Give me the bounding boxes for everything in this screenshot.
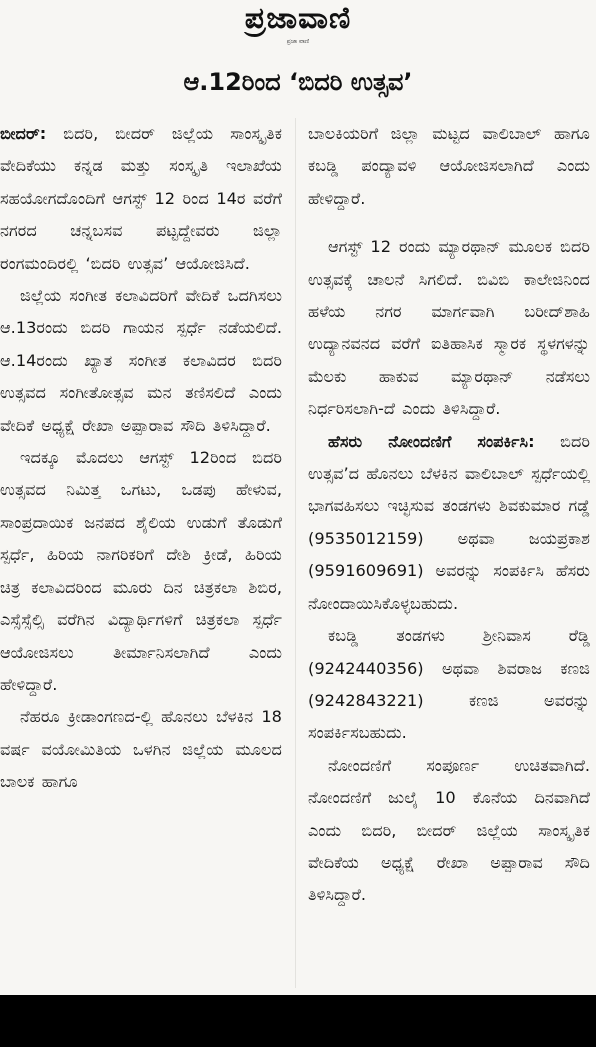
- masthead-subtitle: ಪ್ರಜಾ ವಾಣಿ: [286, 38, 310, 45]
- paragraph-text: ಬಿದರಿ ಉತ್ಸವ’ದ ಹೊನಲು ಬೆಳಕಿನ ವಾಲಿಬಾಲ್ ಸ್ಪರ್ಧೆಯಲ್ಲಿ ಭಾಗವಹಿಸಲು ಇಚ್ಛಿಸುವ ತಂಡಗಳು ಶಿವಕುಮಾರ ಗಡ್ಡೆ (9535012159) ಅಥವಾ ಜಯಪ್ರಕಾಶ (9591609691) ಅವರನ್ನು ಸಂಪರ್ಕಿಸಿ ಹೆಸರು ನೋಂದಾಯಿಸಿಕೊಳ್ಳಬಹುದು.: [308, 431, 590, 613]
- masthead-name-text: ಪ್ರಜಾವಾಣಿ: [244, 1, 352, 36]
- masthead-title: [245, 2, 351, 36]
- paragraph: ಇದಕ್ಕೂ ಮೊದಲು ಆಗಸ್ಟ್ 12ರಿಂದ ಬಿದರಿ ಉತ್ಸವದ ನಿಮಿತ್ತ ಒಗಟು, ಒಡಪು ಹೇಳುವ, ಸಾಂಪ್ರದಾಯಿಕ ಜನಪದ ಶೈಲಿಯ ಉಡುಗೆ ತೊಡುಗೆ ಸ್ಪರ್ಧೆ, ಹಿರಿಯ ನಾಗರಿಕರಿಗೆ ದೇಶಿ ಕ್ರೀಡೆ, ಹಿರಿಯ ಚಿತ್ರ ಕಲಾವಿದರಿಂದ ಮೂರು ದಿನ ಚಿತ್ರಕಲಾ ಶಿಬಿರ, ಎಸ್ಸೆಸ್ಸೆಲ್ಸಿ ವರೆಗಿನ ವಿದ್ಯಾರ್ಥಿಗಳಿಗೆ ಚಿತ್ರಕಲಾ ಸ್ಪರ್ಧೆ ಆಯೋಜಿಸಲು ತೀರ್ಮಾನಿಸಲಾಗಿದೆ ಎಂದು ಹೇಳಿದ್ದಾರೆ.: [0, 448, 282, 694]
- paragraph: ನೋಂದಣಿಗೆ ಸಂಪೂರ್ಣ ಉಚಿತವಾಗಿದೆ. ನೋಂದಣಿಗೆ ಜುಲೈ 10 ಕೊನೆಯ ದಿನವಾಗಿದೆ ಎಂದು ಬಿದರಿ, ಬೀದರ್ ಜಿಲ್ಲೆಯ ಸಾಂಸ್ಕೃತಿಕ ವೇದಿಕೆಯ ಅಧ್ಯಕ್ಷೆ ರೇಖಾ ಅಪ್ಪಾರಾವ ಸೌದಿ ತಿಳಿಸಿದ್ದಾರೆ.: [308, 755, 590, 905]
- paragraph: ಕಬಡ್ಡಿ ತಂಡಗಳು ಶ್ರೀನಿವಾಸ ರೆಡ್ಡಿ (9242440356) ಅಥವಾ ಶಿವರಾಜ ಕಣಜಿ (9242843221) ಕಣಜಿ ಅವರನ್ನು ಸಂಪರ್ಕಿಸಬಹುದು.: [308, 626, 590, 743]
- paragraph: [308, 426, 590, 620]
- paragraph: [0, 118, 282, 280]
- article-column-left: [0, 118, 282, 799]
- article-column-right: [308, 118, 590, 912]
- paragraph: ಆಗಸ್ಟ್ 12 ರಂದು ಮ್ಯಾರಥಾನ್ ಮೂಲಕ ಬಿದರಿ ಉತ್ಸವಕ್ಕೆ ಚಾಲನೆ ಸಿಗಲಿದೆ. ಬಿವಿಬಿ ಕಾಲೇಜಿನಿಂದ ಹಳೆಯ ನಗರ ಮಾರ್ಗವಾಗಿ ಬರೀದ್‌ಶಾಹಿ ಉದ್ಯಾನವನದ ವರೆಗೆ ಐತಿಹಾಸಿಕ ಸ್ಮಾರಕ ಸ್ಥಳಗಳನ್ನು ಮೆಲಕು ಹಾಕುವ ಮ್ಯಾರಥಾನ್ ನಡೆಸಲು ನಿರ್ಧರಿಸಲಾಗಿ-ದೆ ಎಂದು ತಿಳಿಸಿದ್ದಾರೆ.: [308, 237, 590, 419]
- paragraph-text: ಬಿದರಿ, ಬೀದರ್ ಜಿಲ್ಲೆಯ ಸಾಂಸ್ಕೃತಿಕ ವೇದಿಕೆಯು ಕನ್ನಡ ಮತ್ತು ಸಂಸ್ಕೃತಿ ಇಲಾಖೆಯ ಸಹಯೋಗದೊಂದಿಗೆ ಆಗಸ್ಟ್ 12 ರಿಂದ 14ರ ವರೆಗೆ ನಗರದ ಚನ್ನಬಸವ ಪಟ್ಟದ್ದೇವರು ಜಿಲ್ಲಾ ರಂಗಮಂದಿರಲ್ಲಿ ‘ಬಿದರಿ ಉತ್ಸವ’ ಆಯೋಜಿಸಿದೆ.: [0, 124, 282, 273]
- paragraph: ಜಿಲ್ಲೆಯ ಸಂಗೀತ ಕಲಾವಿದರಿಗೆ ವೇದಿಕೆ ಒದಗಿಸಲು ಆ.13ರಂದು ಬಿದರಿ ಗಾಯನ ಸ್ಪರ್ಧೆ ನಡೆಯಲಿದೆ. ಆ.14ರಂದು ಖ್ಯಾತ ಸಂಗೀತ ಕಲಾವಿದರ ಬಿದರಿ ಉತ್ಸವದ ಸಂಗೀತೋತ್ಸವ ಮನ ತಣಿಸಲಿದೆ ಎಂದು ವೇದಿಕೆ ಅಧ್ಯಕ್ಷೆ ರೇಖಾ ಅಪ್ಪಾರಾವ ಸೌದಿ ತಿಳಿಸಿದ್ದಾರೆ.: [0, 286, 282, 435]
- paragraph: ಬಾಲಕಿಯರಿಗೆ ಜಿಲ್ಲಾ ಮಟ್ಟದ ವಾಲಿಬಾಲ್ ಹಾಗೂ ಕಬಡ್ಡಿ ಪಂದ್ಯಾವಳಿ ಆಯೋಜಿಸಲಾಗಿದೆ ಎಂದು ಹೇಳಿದ್ದಾರೆ.: [308, 124, 590, 208]
- article-headline: ಆ.12ರಿಂದ ‘ಬಿದರಿ ಉತ್ಸವ’: [183, 68, 413, 96]
- subheading: ಹೆಸರು ನೋಂದಣಿಗೆ ಸಂಪರ್ಕಿಸಿ:: [328, 431, 535, 451]
- paragraph: ನೆಹರೂ ಕ್ರೀಡಾಂಗಣದ-ಲ್ಲಿ ಹೊನಲು ಬೆಳಕಿನ 18 ವರ್ಷ ವಯೋಮಿತಿಯ ಒಳಗಿನ ಜಿಲ್ಲೆಯ ಮೂಲದ ಬಾಲಕ ಹಾಗೂ: [0, 707, 282, 792]
- dateline: ಬೀದರ್:: [0, 124, 47, 143]
- masthead: [0, 0, 596, 52]
- column-divider: [295, 118, 296, 988]
